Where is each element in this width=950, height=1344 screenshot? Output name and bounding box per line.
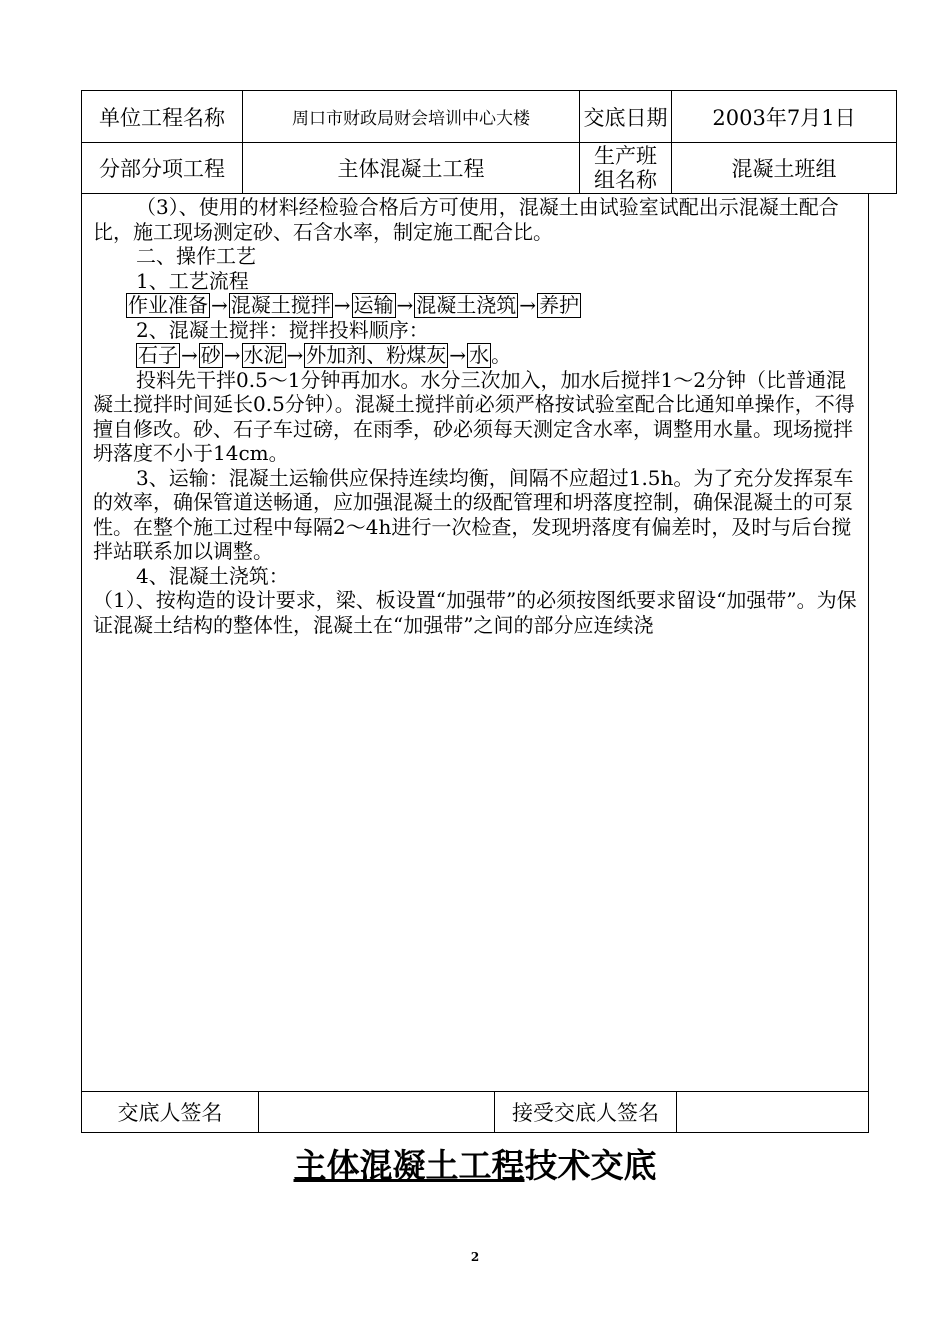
flow-arrow: → xyxy=(181,342,198,367)
content-area xyxy=(81,193,869,1091)
feed-step: 水泥 xyxy=(243,342,284,367)
team-name-label xyxy=(580,143,672,194)
flow-arrow: → xyxy=(286,342,304,367)
flow-step: 混凝土搅拌 xyxy=(230,293,331,317)
team-name-label-line2: 组名称 xyxy=(594,168,657,192)
flow-arrow: → xyxy=(519,293,537,318)
heading-pouring: 4、混凝土浇筑： xyxy=(136,563,289,588)
document-title xyxy=(0,1140,950,1187)
issuer-signature-label: 交底人签名 xyxy=(82,1092,259,1133)
team-name-label-line1: 生产班 xyxy=(594,144,657,168)
paragraph-pouring: （1）、按构造的设计要求，梁、板设置“加强带”的必须按图纸要求留设“加强带”。为保证混凝土结构的整体性，混凝土在“加强带”之间的部分应连续浇 xyxy=(93,588,857,637)
handover-date-label: 交底日期 xyxy=(580,91,672,143)
feed-step: 外加剂、粉煤灰 xyxy=(306,342,447,367)
title-underlined: 主体混凝土工程 xyxy=(293,1146,525,1185)
receiver-signature-field[interactable] xyxy=(677,1092,869,1133)
receiver-signature-label: 接受交底人签名 xyxy=(495,1092,677,1133)
flow-step: 混凝土浇筑 xyxy=(416,293,517,317)
page-number: 2 xyxy=(470,1250,480,1264)
feed-step: 砂 xyxy=(200,342,221,367)
heading-process: 二、操作工艺 xyxy=(136,244,256,268)
paragraph-materials: （3）、使用的材料经检验合格后方可使用，混凝土由试验室试配出示混凝土配合比，施工现场测定砂、石含水率，制定施工配合比。 xyxy=(93,195,839,244)
heading-process-flow: 1、工艺流程 xyxy=(136,268,249,293)
sub-project-label: 分部分项工程 xyxy=(82,143,243,194)
unit-project-label: 单位工程名称 xyxy=(82,91,243,143)
feed-step: 石子 xyxy=(138,342,178,367)
flow-arrow: → xyxy=(396,293,414,318)
heading-mixing: 2、混凝土搅拌：搅拌投料顺序： xyxy=(136,318,429,342)
flow-step: 运输 xyxy=(353,293,394,317)
flow-step: 作业准备 xyxy=(128,293,208,317)
flow-arrow: → xyxy=(223,342,241,367)
title-rest: 技术交底 xyxy=(524,1146,657,1185)
header-table xyxy=(81,90,897,194)
feed-order-end: 。 xyxy=(491,342,512,367)
unit-project-value: 周口市财政局财会培训中心大楼 xyxy=(243,91,580,143)
handover-date-value: 2003年7月1日 xyxy=(672,91,897,143)
sub-project-value: 主体混凝土工程 xyxy=(243,143,580,194)
flow-arrow: → xyxy=(211,293,228,318)
process-flow xyxy=(126,293,861,318)
feeding-order xyxy=(136,343,861,368)
flow-arrow: → xyxy=(449,342,467,367)
team-name-value: 混凝土班组 xyxy=(672,143,897,194)
content-text xyxy=(93,195,861,637)
flow-step: 养护 xyxy=(539,293,580,317)
signature-table xyxy=(81,1091,869,1133)
feed-step: 水 xyxy=(469,342,490,367)
paragraph-mixing: 投料先干拌0.5～1分钟再加水。水分三次加入，加水后搅拌1～2分钟（比普通混凝土搅拌时间延长0.5分钟）。混凝土搅拌前必须严格按试验室配合比通知单操作，不得擅自修改。砂、石子车过磅，在雨季，砂必须每天测定含水率，调整用水量。现场搅拌坍落度不小于14cm。 xyxy=(93,367,855,465)
paragraph-transport: 3、运输：混凝土运输供应保持连续均衡，间隔不应超过1.5h。为了充分发挥泵车的效率，确保管道送畅通，应加强混凝土的级配管理和坍落度控制，确保混凝土的可泵性。在整个施工过程中每隔2～4h进行一次检查，发现坍落度有偏差时，及时与后台搅拌站联系加以调整。 xyxy=(93,465,854,563)
flow-arrow: → xyxy=(333,293,351,318)
issuer-signature-field[interactable] xyxy=(259,1092,495,1133)
